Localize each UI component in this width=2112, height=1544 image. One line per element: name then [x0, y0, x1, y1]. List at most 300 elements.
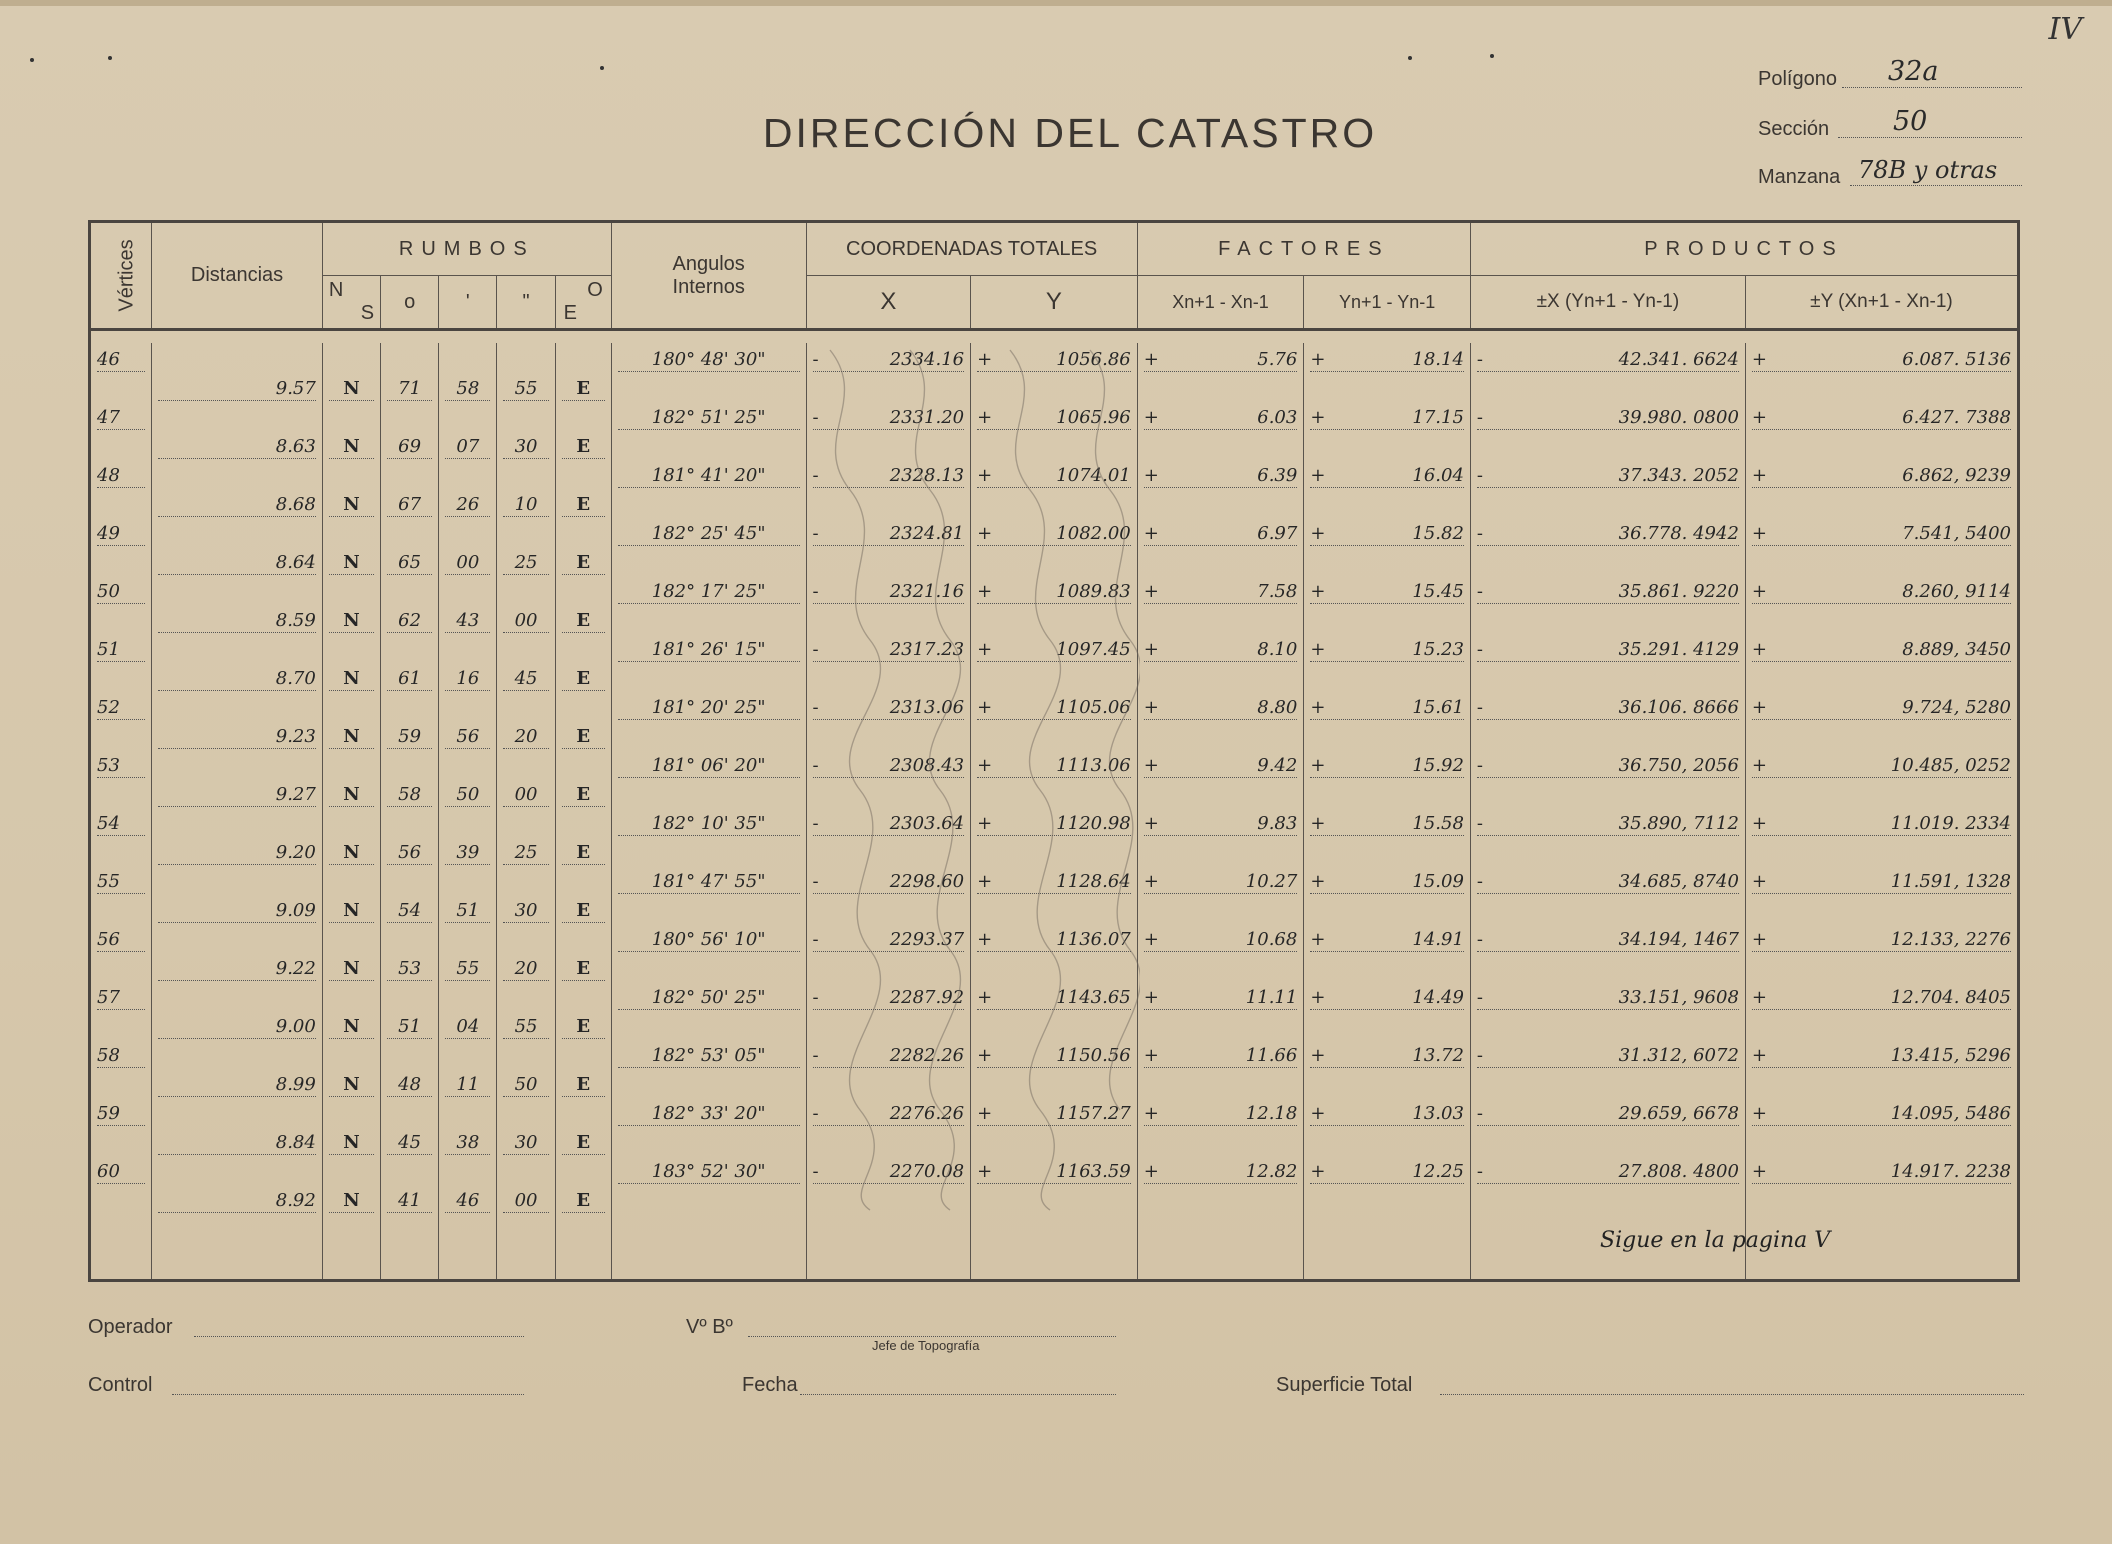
empty-cell: [439, 807, 497, 836]
empty-cell: [322, 459, 380, 488]
empty-cell: [90, 836, 152, 865]
product-y-value: 6.862, 9239: [1902, 465, 2011, 486]
empty-cell: [555, 575, 611, 604]
empty-cell: [611, 894, 806, 923]
rumbo-degrees-text: 56: [387, 843, 432, 865]
factor-x-sign: +: [1143, 639, 1159, 660]
coord-x-sign: -: [812, 465, 819, 486]
factor-y-sign: +: [1310, 523, 1326, 544]
empty-cell: [322, 343, 380, 372]
vertex-number-text: 57: [97, 988, 145, 1010]
continues-note: Sigue en la pagina V: [1600, 1228, 1831, 1253]
rumbo-minutes: [439, 372, 497, 401]
factor-x-sign: +: [1143, 1161, 1159, 1182]
rumbo-ns: [322, 1126, 380, 1155]
product-y: [1745, 981, 2018, 1010]
product-y-text: [1752, 1162, 2011, 1184]
rumbo-oe: [555, 430, 611, 459]
empty-cell: [1137, 488, 1304, 517]
vertex-number: [90, 981, 152, 1010]
rumbo-ns: [322, 778, 380, 807]
factor-x-value: 9.42: [1257, 755, 1298, 776]
product-y-value: 11.019. 2334: [1890, 813, 2011, 834]
rumbo-ns: [322, 372, 380, 401]
empty-cell: [1137, 546, 1304, 575]
coord-y-sign: +: [977, 639, 993, 660]
rumbo-degrees: [381, 1010, 439, 1039]
rumbo-degrees-text: 71: [387, 379, 432, 401]
empty-cell: [439, 517, 497, 546]
rumbo-ns-text: N: [329, 843, 374, 865]
empty-cell: [152, 749, 323, 778]
coord-y-value: 1136.07: [1056, 929, 1131, 950]
product-y-text: [1752, 814, 2011, 836]
header-rumbo-oe: [555, 276, 611, 330]
empty-cell: [439, 343, 497, 372]
distance-value: [152, 952, 323, 981]
coord-x-value: 2276.26: [889, 1103, 965, 1124]
superficie-label: Superficie Total: [1276, 1374, 1413, 1396]
product-y: [1745, 1039, 2018, 1068]
empty-cell: [1745, 546, 2018, 575]
manzana-line: [1850, 184, 2022, 186]
empty-cell: [322, 633, 380, 662]
coord-x-value: 2331.20: [889, 407, 965, 428]
rumbo-minutes: [439, 1126, 497, 1155]
product-x: [1470, 517, 1745, 546]
vertex-number-text: 56: [97, 930, 145, 952]
factor-x-sign: +: [1143, 929, 1159, 950]
vertex-number-text: 48: [97, 466, 145, 488]
empty-cell: [611, 720, 806, 749]
product-x-sign: -: [1476, 929, 1484, 950]
distance-value-text: 9.27: [158, 785, 316, 807]
factor-y-sign: +: [1310, 871, 1326, 892]
empty-cell: [497, 401, 555, 430]
distance-value-text: 8.92: [158, 1191, 316, 1213]
empty-cell: [1137, 778, 1304, 807]
empty-cell: [1745, 604, 2018, 633]
product-x-sign: -: [1476, 1103, 1484, 1124]
rumbo-seconds: [497, 1126, 555, 1155]
rumbo-oe: [555, 662, 611, 691]
coord-x-sign: -: [812, 581, 819, 602]
angle-value-text: 181° 26' 15": [618, 640, 800, 662]
product-x-sign: -: [1476, 581, 1484, 602]
product-y-sign: +: [1751, 523, 1767, 544]
rumbo-oe-text: E: [562, 1075, 605, 1097]
empty-cell: [1137, 662, 1304, 691]
factor-y-sign: +: [1310, 349, 1326, 370]
factor-y-sign: +: [1310, 813, 1326, 834]
factor-x-sign: +: [1143, 1103, 1159, 1124]
product-y-sign: +: [1751, 1103, 1767, 1124]
fecha-label: Fecha: [742, 1374, 798, 1396]
coord-y-value: 1056.86: [1056, 349, 1131, 370]
empty-cell: [322, 1039, 380, 1068]
header-x: X: [806, 276, 971, 330]
superficie-field: [1276, 1374, 1412, 1397]
product-x: [1470, 575, 1745, 604]
angle-value: [611, 575, 806, 604]
vertex-number-text: 55: [97, 872, 145, 894]
factor-x-text: [1144, 930, 1298, 952]
rumbo-seconds-text: 45: [503, 669, 548, 691]
coord-y-sign: +: [977, 581, 993, 602]
empty-cell: [1137, 1068, 1304, 1097]
factor-y-text: [1310, 756, 1464, 778]
empty-cell: [555, 749, 611, 778]
vertex-number-text: 60: [97, 1162, 145, 1184]
factor-y-sign: +: [1310, 987, 1326, 1008]
factor-x-value: 12.18: [1245, 1103, 1298, 1124]
rumbo-minutes: [439, 1184, 497, 1213]
factor-x-text: [1144, 1104, 1298, 1126]
vertex-number-text: 49: [97, 524, 145, 546]
header-rumbo-min: ': [439, 276, 497, 330]
empty-cell: [497, 865, 555, 894]
empty-cell: [497, 633, 555, 662]
rumbo-ns: [322, 604, 380, 633]
empty-cell: [611, 604, 806, 633]
empty-cell: [611, 1126, 806, 1155]
coord-x-sign: -: [812, 639, 819, 660]
rumbo-ns: [322, 1010, 380, 1039]
rumbo-oe: [555, 720, 611, 749]
product-x: [1470, 459, 1745, 488]
factor-y-sign: +: [1310, 1045, 1326, 1066]
rumbo-ns-text: N: [329, 611, 374, 633]
superficie-line: [1440, 1394, 2024, 1395]
vobo-field: [686, 1316, 733, 1339]
rumbo-seconds: [497, 1068, 555, 1097]
seccion-line: [1838, 136, 2022, 138]
coord-y-sign: +: [977, 871, 993, 892]
empty-cell: [439, 1155, 497, 1184]
empty-cell: [381, 517, 439, 546]
factor-y-value: 12.25: [1412, 1161, 1464, 1182]
empty-cell: [90, 894, 152, 923]
empty-cell: [1745, 836, 2018, 865]
coord-y-value: 1065.96: [1056, 407, 1131, 428]
empty-cell: [322, 691, 380, 720]
empty-cell: [497, 691, 555, 720]
product-x: [1470, 401, 1745, 430]
product-x-value: 35.890, 7112: [1618, 813, 1739, 834]
factor-y: [1304, 807, 1471, 836]
header-rumbo-ns: [322, 276, 380, 330]
distance-value: [152, 1068, 323, 1097]
factor-x-sign: +: [1143, 697, 1159, 718]
factor-x: [1137, 1039, 1304, 1068]
product-x-sign: -: [1476, 523, 1484, 544]
header-rumbo-o: O: [587, 279, 603, 301]
empty-cell: [152, 459, 323, 488]
rumbo-oe-text: E: [562, 1191, 605, 1213]
empty-cell: [90, 1010, 152, 1039]
product-x-sign: -: [1476, 349, 1484, 370]
rumbo-minutes-text: 55: [445, 959, 490, 981]
product-y-text: [1752, 1104, 2011, 1126]
rumbo-seconds: [497, 836, 555, 865]
factor-y: [1304, 459, 1471, 488]
product-y: [1745, 401, 2018, 430]
coord-y-sign: +: [977, 1045, 993, 1066]
coord-x-value: 2293.37: [889, 929, 965, 950]
vertex-number: [90, 575, 152, 604]
rumbo-seconds: [497, 604, 555, 633]
factor-x-text: [1144, 872, 1298, 894]
distance-value-text: 9.57: [158, 379, 316, 401]
factor-y-value: 15.09: [1412, 871, 1464, 892]
empty-cell: [611, 952, 806, 981]
coord-y-value: 1097.45: [1056, 639, 1131, 660]
coord-y-value: 1157.27: [1056, 1103, 1131, 1124]
empty-cell: [381, 401, 439, 430]
coord-x-value: 2282.26: [889, 1045, 965, 1066]
angle-value: [611, 807, 806, 836]
empty-cell: [1470, 952, 1745, 981]
empty-cell: [1470, 836, 1745, 865]
rumbo-seconds: [497, 430, 555, 459]
factor-x-value: 5.76: [1257, 349, 1298, 370]
product-y-value: 6.427. 7388: [1902, 407, 2011, 428]
empty-cell: [1745, 372, 2018, 401]
empty-cell: [152, 1039, 323, 1068]
punch-mark: [30, 58, 34, 62]
empty-cell: [1470, 1126, 1745, 1155]
rumbo-ns-text: N: [329, 727, 374, 749]
empty-cell: [611, 1010, 806, 1039]
angle-value: [611, 343, 806, 372]
vertex-number: [90, 517, 152, 546]
vertex-number-text: 46: [97, 350, 145, 372]
page-title: DIRECCIÓN DEL CATASTRO: [762, 110, 1378, 156]
factor-y: [1304, 575, 1471, 604]
coord-x-value: 2321.16: [889, 581, 965, 602]
product-x-text: [1477, 582, 1739, 604]
empty-cell: [1745, 662, 2018, 691]
factor-y-text: [1310, 524, 1464, 546]
coord-y-value: 1089.83: [1056, 581, 1131, 602]
coord-x-value: 2334.16: [889, 349, 965, 370]
rumbo-degrees-text: 59: [387, 727, 432, 749]
product-y-text: [1752, 582, 2011, 604]
product-x-text: [1477, 930, 1739, 952]
angle-value: [611, 691, 806, 720]
rumbo-ns: [322, 488, 380, 517]
header-producto-y: ±Y (Xn+1 - Xn-1): [1745, 276, 2018, 330]
factor-x-value: 10.68: [1245, 929, 1298, 950]
coord-y-sign: +: [977, 1161, 993, 1182]
empty-cell: [1304, 488, 1471, 517]
distance-value: [152, 662, 323, 691]
factor-x: [1137, 1097, 1304, 1126]
coord-y-value: 1113.06: [1056, 755, 1131, 776]
empty-cell: [1745, 1126, 2018, 1155]
factor-x-value: 8.80: [1257, 697, 1298, 718]
product-y-sign: +: [1751, 697, 1767, 718]
rumbo-degrees: [381, 430, 439, 459]
factor-x-sign: +: [1143, 581, 1159, 602]
product-x-text: [1477, 756, 1739, 778]
empty-cell: [1304, 1184, 1471, 1213]
factor-x: [1137, 691, 1304, 720]
rumbo-degrees-text: 67: [387, 495, 432, 517]
factor-x-sign: +: [1143, 349, 1159, 370]
factor-x-sign: +: [1143, 465, 1159, 486]
coord-y-sign: +: [977, 929, 993, 950]
coord-y-value: 1128.64: [1056, 871, 1131, 892]
factor-x-value: 6.97: [1257, 523, 1298, 544]
product-x-sign: -: [1476, 987, 1484, 1008]
empty-cell: [322, 865, 380, 894]
product-y-text: [1752, 698, 2011, 720]
header-vertices: Vértices: [90, 222, 152, 330]
poligono-label: Polígono: [1758, 68, 1837, 90]
empty-cell: [1304, 778, 1471, 807]
rumbo-degrees-text: 53: [387, 959, 432, 981]
product-x-value: 35.861. 9220: [1618, 581, 1739, 602]
empty-cell: [1137, 836, 1304, 865]
empty-cell: [152, 923, 323, 952]
rumbo-minutes: [439, 894, 497, 923]
product-x-text: [1477, 872, 1739, 894]
coord-x-sign: -: [812, 407, 819, 428]
factor-y-text: [1310, 408, 1464, 430]
factor-y-value: 15.58: [1412, 813, 1464, 834]
product-y-value: 11.591, 1328: [1890, 871, 2011, 892]
empty-cell: [555, 981, 611, 1010]
angle-value-text: 181° 20' 25": [618, 698, 800, 720]
empty-cell: [1745, 1184, 2018, 1213]
header-coordenadas: COORDENADAS TOTALES: [806, 222, 1137, 276]
punch-mark: [1490, 54, 1494, 58]
empty-cell: [1137, 720, 1304, 749]
rumbo-minutes-text: 38: [445, 1133, 490, 1155]
rumbo-degrees-text: 45: [387, 1133, 432, 1155]
empty-cell: [90, 430, 152, 459]
product-y-value: 12.704. 8405: [1890, 987, 2011, 1008]
empty-cell: [555, 1097, 611, 1126]
empty-cell: [555, 401, 611, 430]
factor-y-text: [1310, 1104, 1464, 1126]
factor-x-value: 10.27: [1245, 871, 1298, 892]
rumbo-minutes-text: 26: [445, 495, 490, 517]
product-y-value: 10.485, 0252: [1890, 755, 2011, 776]
empty-cell: [555, 923, 611, 952]
distance-value-text: 9.20: [158, 843, 316, 865]
product-y: [1745, 923, 2018, 952]
empty-cell: [322, 1213, 380, 1281]
rumbo-seconds: [497, 1010, 555, 1039]
factor-y-value: 16.04: [1412, 465, 1464, 486]
factor-x-text: [1144, 698, 1298, 720]
coord-y-value: 1105.06: [1056, 697, 1131, 718]
angle-value-text: 182° 17' 25": [618, 582, 800, 604]
empty-cell: [1470, 372, 1745, 401]
empty-cell: [152, 575, 323, 604]
rumbo-seconds-text: 55: [503, 1017, 548, 1039]
coord-x-value: 2328.13: [889, 465, 965, 486]
empty-cell: [1470, 1184, 1745, 1213]
factor-x-text: [1144, 756, 1298, 778]
punch-mark: [1408, 56, 1412, 60]
product-x-value: 29.659, 6678: [1618, 1103, 1739, 1124]
product-x: [1470, 633, 1745, 662]
angle-value: [611, 1039, 806, 1068]
rumbo-seconds: [497, 488, 555, 517]
rumbo-seconds: [497, 894, 555, 923]
empty-cell: [1304, 1010, 1471, 1039]
factor-y-text: [1310, 350, 1464, 372]
rumbo-minutes-text: 51: [445, 901, 490, 923]
empty-cell: [152, 343, 323, 372]
distance-value-text: 8.59: [158, 611, 316, 633]
factor-y: [1304, 1039, 1471, 1068]
factor-x-sign: +: [1143, 755, 1159, 776]
header-rumbo-sec: ": [497, 276, 555, 330]
factor-x-value: 11.66: [1245, 1045, 1298, 1066]
product-y-sign: +: [1751, 465, 1767, 486]
empty-cell: [1470, 720, 1745, 749]
rumbo-ns: [322, 720, 380, 749]
manzana-value: 78B y otras: [1858, 156, 1998, 184]
empty-cell: [381, 1097, 439, 1126]
factor-x: [1137, 343, 1304, 372]
product-y-sign: +: [1751, 755, 1767, 776]
vertex-number: [90, 1155, 152, 1184]
rumbo-seconds-text: 55: [503, 379, 548, 401]
coord-x-value: 2270.08: [889, 1161, 965, 1182]
seccion-label: Sección: [1758, 118, 1830, 140]
coord-x-sign: -: [812, 755, 819, 776]
angle-value-text: 182° 51' 25": [618, 408, 800, 430]
rumbo-minutes-text: 04: [445, 1017, 490, 1039]
product-y: [1745, 575, 2018, 604]
product-y-sign: +: [1751, 1161, 1767, 1182]
rumbo-oe-text: E: [562, 553, 605, 575]
factor-y-value: 13.72: [1412, 1045, 1464, 1066]
empty-cell: [497, 1213, 555, 1281]
empty-cell: [555, 1155, 611, 1184]
empty-cell: [322, 981, 380, 1010]
factor-y: [1304, 923, 1471, 952]
product-x-value: 39.980. 0800: [1618, 407, 1739, 428]
distance-value-text: 8.63: [158, 437, 316, 459]
rumbo-oe: [555, 1126, 611, 1155]
product-y-text: [1752, 756, 2011, 778]
product-x-sign: -: [1476, 697, 1484, 718]
factor-x-text: [1144, 466, 1298, 488]
empty-cell: [381, 575, 439, 604]
empty-cell: [439, 1213, 497, 1281]
factor-y-sign: +: [1310, 581, 1326, 602]
rumbo-minutes: [439, 720, 497, 749]
empty-cell: [439, 575, 497, 604]
product-y-value: 9.724, 5280: [1902, 697, 2011, 718]
rumbo-oe-text: E: [562, 437, 605, 459]
empty-cell: [1304, 430, 1471, 459]
angle-value-text: 181° 06' 20": [618, 756, 800, 778]
rumbo-oe: [555, 778, 611, 807]
rumbo-seconds: [497, 546, 555, 575]
empty-cell: [152, 1155, 323, 1184]
coord-x-value: 2308.43: [889, 755, 965, 776]
empty-cell: [439, 459, 497, 488]
coord-y-sign: +: [977, 813, 993, 834]
angle-value: [611, 749, 806, 778]
